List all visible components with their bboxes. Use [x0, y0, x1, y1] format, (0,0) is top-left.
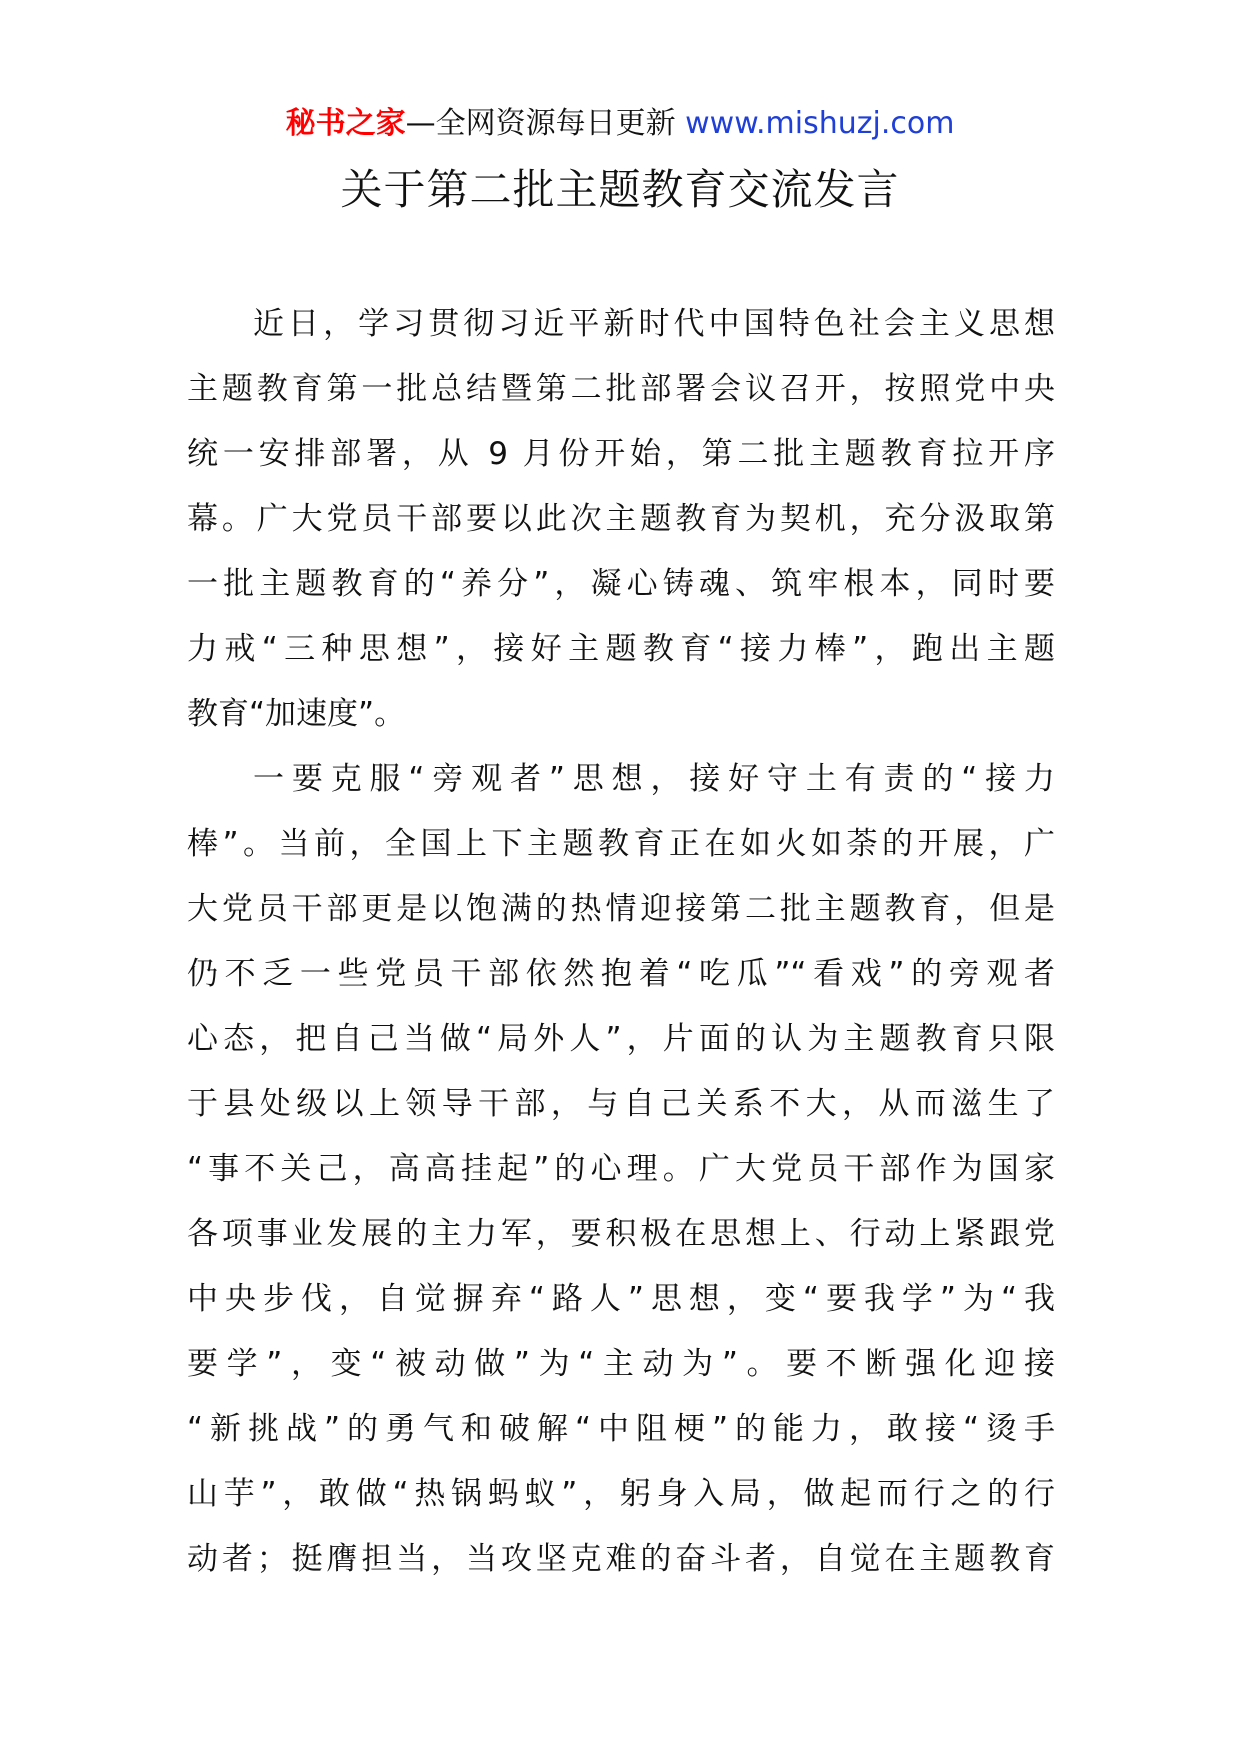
paragraph-1-line: 近日，学习贯彻习近平新时代中国特色社会主义思想 — [253, 306, 1055, 342]
site-url-link[interactable]: www.mishuzj.com — [685, 106, 955, 141]
paragraph-2-line: 动者；挺膺担当，当攻坚克难的奋斗者，自觉在主题教育 — [187, 1541, 1055, 1577]
paragraph-1-line: 力戒“三种思想”，接好主题教育“接力棒”，跑出主题 — [187, 631, 1055, 667]
site-brand: 秘书之家 — [285, 106, 406, 141]
paragraph-1-line: 一批主题教育的“养分”，凝心铸魂、筑牢根本，同时要 — [187, 566, 1055, 602]
paragraph-1-line: 统一安排部署，从 9 月份开始，第二批主题教育拉开序 — [187, 436, 1055, 472]
paragraph-2-line: 一要克服“旁观者”思想，接好守土有责的“接力 — [253, 761, 1055, 797]
paragraph-1-line: 教育“加速度”。 — [187, 696, 406, 732]
paragraph-1-line: 主题教育第一批总结暨第二批部署会议召开，按照党中央 — [187, 371, 1055, 407]
paragraph-2-line: 各项事业发展的主力军，要积极在思想上、行动上紧跟党 — [187, 1216, 1055, 1252]
site-header — [0, 104, 1240, 144]
document-body — [187, 292, 1055, 1592]
paragraph-2-line: 大党员干部更是以饱满的热情迎接第二批主题教育，但是 — [187, 891, 1055, 927]
paragraph-2-line: 棒”。当前，全国上下主题教育正在如火如荼的开展，广 — [187, 826, 1055, 862]
paragraph-2-line: “事不关己，高高挂起”的心理。广大党员干部作为国家 — [187, 1151, 1055, 1187]
site-tagline: —全网资源每日更新 — [405, 106, 686, 141]
document-title: 关于第二批主题教育交流发言 — [340, 165, 900, 214]
paragraph-1-line: 幕。广大党员干部要以此次主题教育为契机，充分汲取第 — [187, 501, 1055, 537]
paragraph-2-line: 于县处级以上领导干部，与自己关系不大，从而滋生了 — [187, 1086, 1055, 1122]
paragraph-2-line: 仍不乏一些党员干部依然抱着“吃瓜”“看戏”的旁观者 — [187, 956, 1055, 992]
paragraph-2-line: “新挑战”的勇气和破解“中阻梗”的能力，敢接“烫手 — [187, 1411, 1055, 1447]
paragraph-2-line: 山芋”，敢做“热锅蚂蚁”，躬身入局，做起而行之的行 — [187, 1476, 1055, 1512]
paragraph-2-line: 心态，把自己当做“局外人”，片面的认为主题教育只限 — [187, 1021, 1055, 1057]
paragraph-2-line: 中央步伐，自觉摒弃“路人”思想，变“要我学”为“我 — [187, 1281, 1055, 1317]
paragraph-2-line: 要学”，变“被动做”为“主动为”。要不断强化迎接 — [187, 1346, 1055, 1382]
